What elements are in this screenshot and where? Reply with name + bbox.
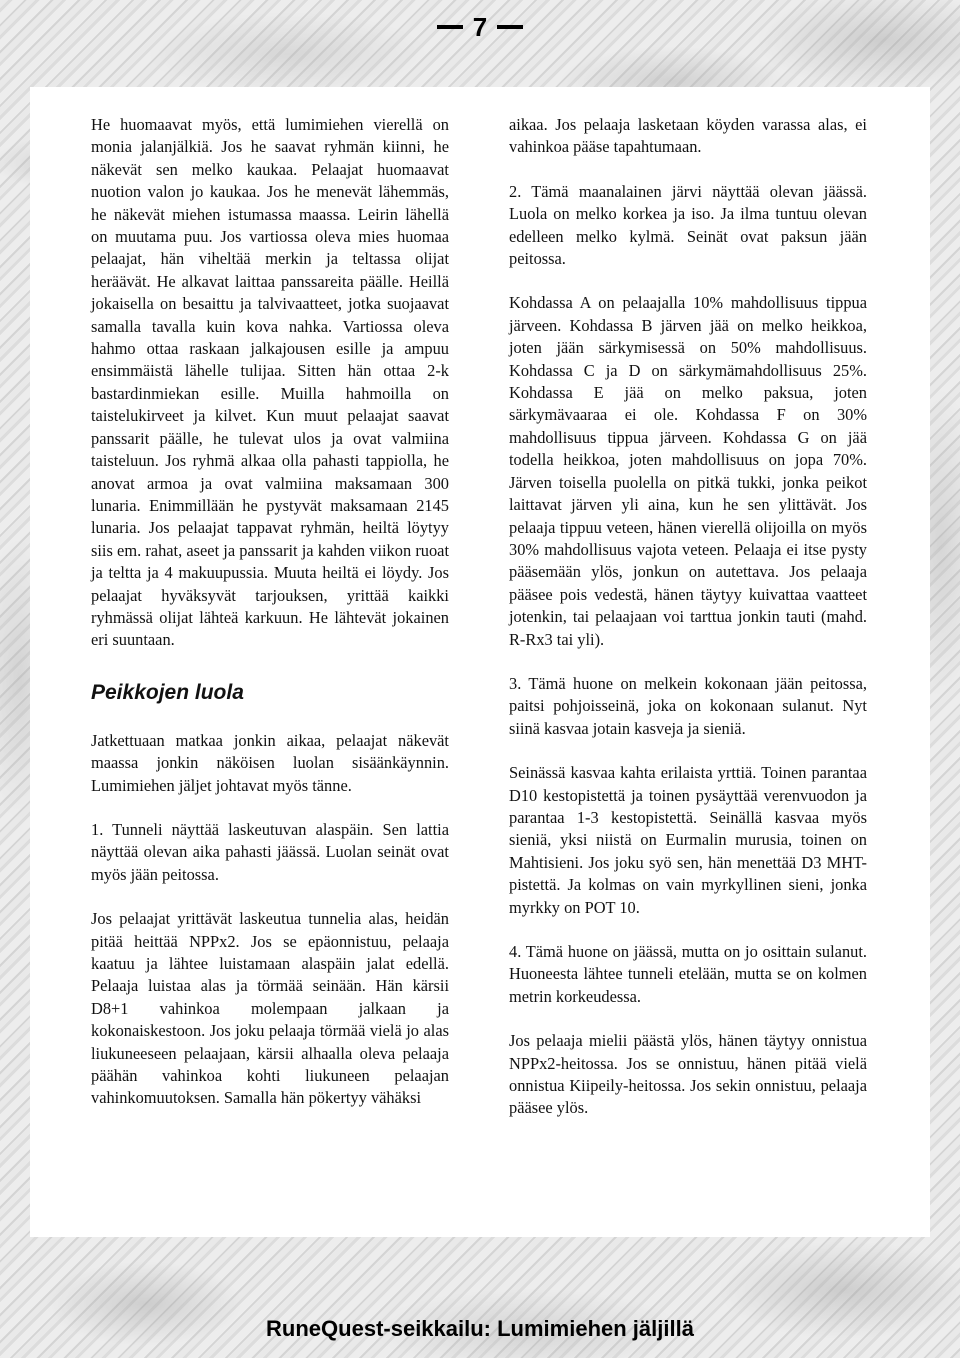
header-rule-left (437, 25, 463, 29)
paragraph: Seinässä kasvaa kahta erilaista yrttiä. Toinen parantaa D10 kestopistettä ja toinen pysäyttää verenvuodon ja parantaa 1-3 kestopistettä. Seinällä kasvaa myös sieniä, yksi niistä on Eurmalin murusia, toinen on Mahtisieni. Jos joku syö sen, hän menettää D3 MHT-pistettä. Ja kolmas on vain myrkyllinen sieni, jonka myrkky on POT 10. (509, 763, 867, 917)
paragraph: 1. Tunneli näyttää laskeutuvan alaspäin. Sen lattia näyttää olevan aika pahasti jäässä. Luolan seinät ovat myös jään peitossa. (91, 819, 449, 884)
page-content (30, 87, 930, 1237)
section-title: Peikkojen luola (91, 680, 244, 704)
right-column (509, 114, 867, 1120)
paragraph: 3. Tämä huone on melkein kokonaan jään peitossa, paitsi pohjoisseinä, joka on kokonaan sulanut. Nyt siinä kasvaa jotain kasveja ja sieniä. (509, 673, 867, 738)
footer-title: RuneQuest-seikkailu: Lumimiehen jäljillä (266, 1316, 694, 1341)
paragraph: Jos pelaaja mielii päästä ylös, hänen täytyy onnistua NPPx2-heitossa. Jos se onnistuu, hänen pitää vielä onnistua Kiipeily-heitossa. Jos sekin onnistuu, pelaaja pääsee ylös. (509, 1031, 867, 1118)
paragraph: Jatkettuaan matkaa jonkin aikaa, pelaajat näkevät maassa jonkin näköisen luolan sisäänkäynnin. Lumimiehen jäljet johtavat myös tänne. (91, 730, 449, 795)
page-number: 7 (472, 12, 488, 42)
paragraph: 2. Tämä maanalainen järvi näyttää olevan jäässä. Luola on melko korkea ja iso. Ja ilma tuntuu olevan edelleen melko kylmä. Seinät ovat paksun jään peitossa. (509, 181, 867, 269)
left-column (91, 114, 449, 1110)
paragraph: Kohdassa A on pelaajalla 10% mahdollisuus tippua järveen. Kohdassa B järven jää on melko heikkoa, joten jään särkymisessä on 50% mahdollisuus. Kohdassa C ja D on särkymämahdollisuus 25%. Kohdassa E jää on melko paksua, joten särkymävaaraa ei ole. Kohdassa F on 30% mahdollisuus tippua järveen. Kohdassa G on jää todella heikkoa, joten mahdollisuus on jopa 70%. Järven toisella puolella on pitkä tukki, jonka peikot laittavat järven yli aina, kun he sen ylittävät. Jos pelaaja tippuu veteen, hänen vierellä olijoilla on myös 30% mahdollisuus vajota veteen. Pelaaja ei itse pysty pääsemään ylös, jonkun on autettava. Jos pelaaja pääsee pois vedestä, hänen täytyy kuivattaa vaatteet jotenkin, tai pelaajaan voi tarttua jonkin tauti (mahd. R-Rx3 tai yli). (509, 293, 867, 649)
paragraph: aikaa. Jos pelaaja lasketaan köyden varassa alas, ei vahinkoa pääse tapahtumaan. (509, 115, 867, 157)
page-header (0, 14, 960, 40)
header-rule-right (497, 25, 523, 29)
paragraph: Jos pelaajat yrittävät laskeutua tunnelia alas, heidän pitää heittää NPPx2. Jos se epäonnistuu, pelaaja kaatuu ja lähtee luistamaan alaspäin jalat edellä. Pelaaja luistaa alas ja törmää seinään. Hän kärsii D8+1 vahinkoa molempaan jalkaan ja kokonaiskestoon. Jos joku pelaaja törmää vielä jo alas liukuneeseen pelaajaan, kärsii alhaalla oleva pelaaja päähän vahinkoa kohti liukuneen pelaajan vahinkomuutoksen. Samalla hän pökertyy vähäksi (91, 909, 449, 1108)
paragraph: He huomaavat myös, että lumimiehen vierellä on monia jalanjälkiä. Jos he saavat ryhmän kiinni, he näkevät sen melko kaukaa. Pelaajat huomaavat nuotion valon jo kaukaa. Jos he menevät lähemmäs, he näkevät miehen istumassa maassa. Leirin lähellä on muutama puu. Jos vartiossa oleva mies huomaa pelaajat, hän viheltää merkin ja teltassa olijat heräävät. He alkavat laittaa panssareita päälle. Heillä jokaisella on besaittu ja talvivaatteet, jotka suojaavat samalla tavalla kuin kova nahka. Vartiossa oleva hahmo ottaa raskaan jalkajousen esille ja ampuu ensimmäistä lähelle tulijaa. Sitten hän ottaa 2-k bastardinmiekan esille. Muilla hahmoilla on taistelukirveet ja kilvet. Kun muut pelaajat saavat panssarit päälle, he tulevat ulos ja ovat valmiina taisteluun. Jos ryhmä alkaa olla pahasti tappiolla, he anovat armoa ja ovat valmiina maksamaan 300 lunaria. Enimmillään he pystyvät maksamaan 2145 lunaria. Jos pelaajat tappavat ryhmän, heiltä löytyy siis em. rahat, aseet ja panssarit ja kahden viikon ruoat ja teltta ja 4 makuupussia. Muuta heiltä ei löydy. Jos pelaajat hyväksyvät tarjouksen, yrittää kaikki ryhmässä olijat lähteä karkuun. He lähtevät jokainen eri suuntaan. (91, 115, 449, 650)
paragraph: 4. Tämä huone on jäässä, mutta on jo osittain sulanut. Huoneesta lähtee tunneli etelään, mutta se on kolmen metrin korkeudessa. (509, 942, 867, 1006)
